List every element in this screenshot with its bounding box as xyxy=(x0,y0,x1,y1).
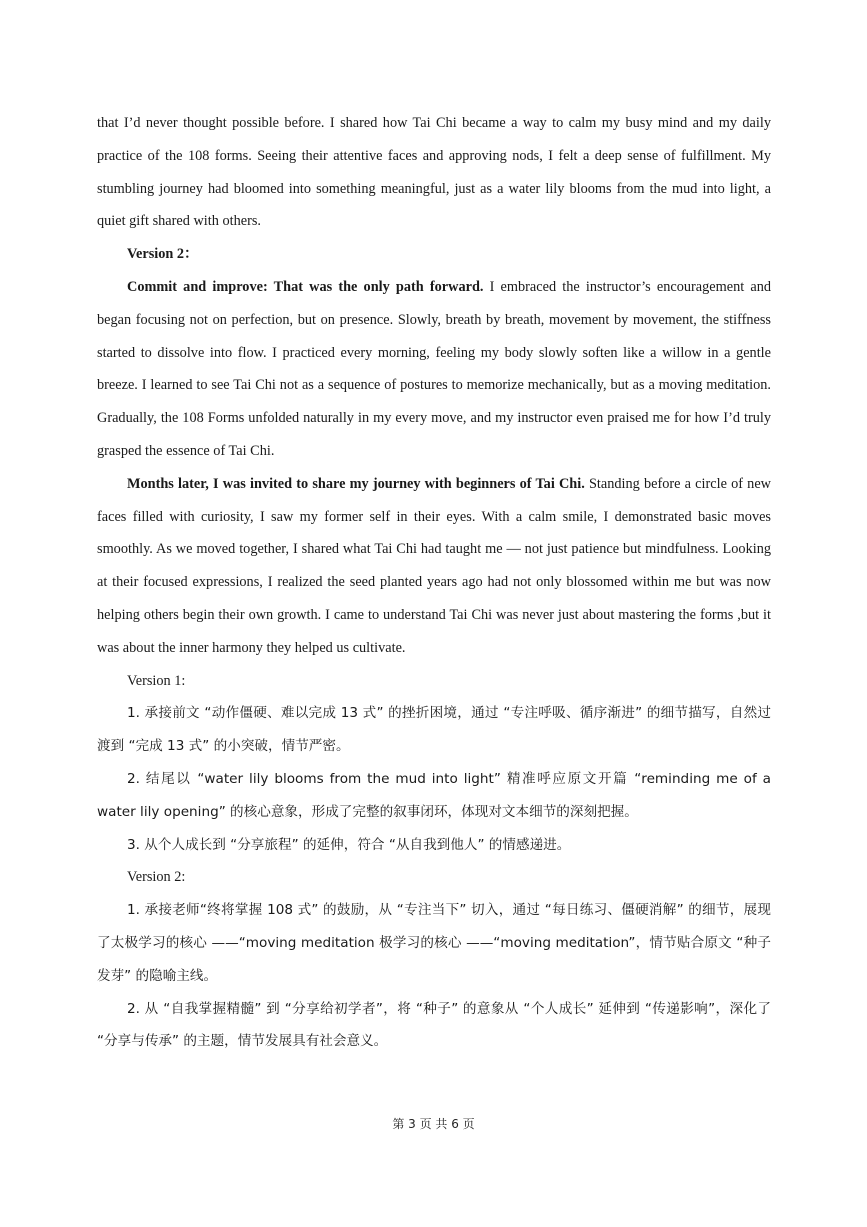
page-footer: 第 3 页 共 6 页 xyxy=(392,1117,475,1131)
analysis-item: 1. 承接老师“终将掌握 108 式” 的鼓励，从 “专注当下” 切入，通过 “每日练习、僵硬消解” 的细节，展现了太极学习的核心 ——“moving meditation 极学习的核心 ——“moving meditation”，情节贴合原文 “种子发芽” 的隐喻主线。 xyxy=(97,902,771,984)
analysis-item: 2. 从 “自我掌握精髓” 到 “分享给初学者”，将 “种子” 的意象从 “个人成长” 延伸到 “传递影响”，深化了 “分享与传承” 的主题，情节发展具有社会意义。 xyxy=(97,1000,771,1050)
paragraph-lead-sentence: Months later, I was invited to share my journey with beginners of Tai Chi. xyxy=(127,475,585,492)
paragraph-commit-improve xyxy=(97,271,771,468)
analysis-item: 3. 从个人成长到 “分享旅程” 的延伸，符合 “从自我到他人” 的情感递进。 xyxy=(127,836,571,853)
version-2-heading: Version 2： xyxy=(127,246,199,263)
analysis-version-1-label: Version 1: xyxy=(127,672,186,689)
paragraph-body: Standing before a circle of new faces filled with curiosity, I saw my former self in their eyes. With a calm smile, I demonstrated basic moves smoothly. As we moved together, I shared what Tai Chi had taught me — not just patience but mindfulness. Looking at their focused expressions, I realized the seed planted years ago had not only blossomed within me but was now helping others begin their own growth. I came to understand Tai Chi was never just about mastering the forms ,but it was about the inner harmony they helped us cultivate. xyxy=(97,475,772,656)
paragraph-lead-sentence: Commit and improve: That was the only path forward. xyxy=(127,278,484,295)
paragraph-months-later xyxy=(97,468,771,665)
paragraph-continuation: that I’d never thought possible before. I shared how Tai Chi became a way to calm my busy mind and my daily practice of the 108 forms. Seeing their attentive faces and approving nods, I felt a deep sense of fulfillment. My stumbling journey had bloomed into something meaningful, just as a water lily blooms from the mud into light, a quiet gift shared with others. xyxy=(97,115,771,230)
document-body xyxy=(97,107,771,1058)
analysis-version-2-label: Version 2: xyxy=(127,869,186,886)
analysis-item: 1. 承接前文 “动作僵硬、难以完成 13 式” 的挫折困境，通过 “专注呼吸、循序渐进” 的细节描写，自然过渡到 “完成 13 式” 的小突破，情节严密。 xyxy=(97,705,771,755)
paragraph-body: I embraced the instructor’s encouragement and began focusing not on perfection, but on presence. Slowly, breath by breath, movement by movement, the stiffness started to dissolve into flow. I practiced every morning, feeling my body slowly soften like a willow in a gentle breeze. I learned to see Tai Chi not as a sequence of postures to memorize mechanically, but as a moving meditation. Gradually, the 108 Forms unfolded naturally in my every move, and my instructor even praised me for how I’d truly grasped the essence of Tai Chi. xyxy=(97,278,772,459)
analysis-item: 2. 结尾以 “water lily blooms from the mud into light” 精准呼应原文开篇 “reminding me of a water lily opening” 的核心意象，形成了完整的叙事闭环，体现对文本细节的深刻把握。 xyxy=(97,770,771,820)
